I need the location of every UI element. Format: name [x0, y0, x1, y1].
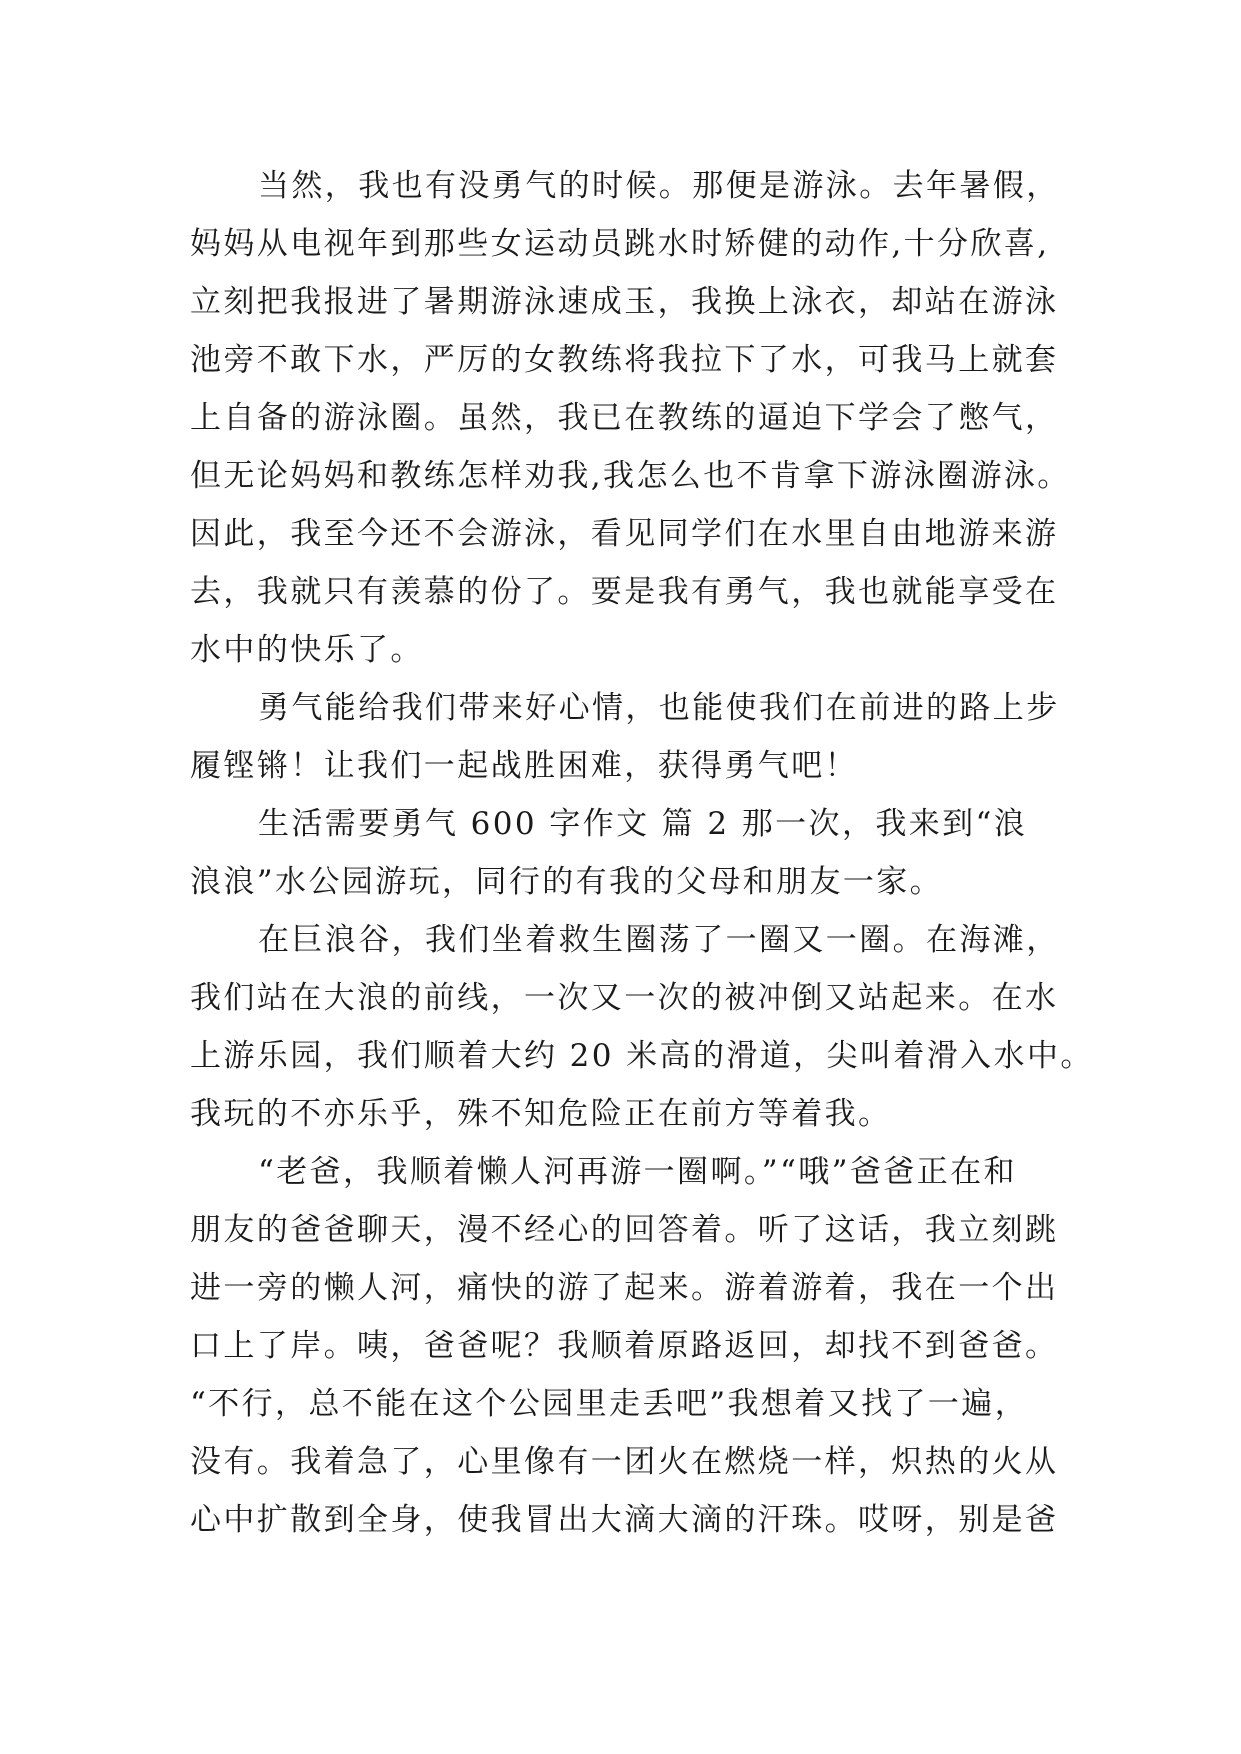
text-line: “老爸，我顺着懒人河再游一圈啊。”“哦”爸爸正在和: [258, 1154, 1017, 1190]
text-line: 妈妈从电视年到那些女运动员跳水时矫健的动作,十分欣喜,: [190, 226, 1050, 262]
text-line: 进一旁的懒人河，痛快的游了起来。游着游着，我在一个出: [190, 1270, 1059, 1306]
text-line: 当然，我也有没勇气的时候。那便是游泳。去年暑假，: [258, 168, 1060, 204]
text-line: 因此，我至今还不会游泳，看见同学们在水里自由地游来游: [190, 516, 1059, 552]
text-line: 勇气能给我们带来好心情，也能使我们在前进的路上步: [258, 690, 1060, 726]
text-line: 心中扩散到全身，使我冒出大滴大滴的汗珠。哎呀，别是爸: [190, 1502, 1059, 1538]
text-line: 我们站在大浪的前线，一次又一次的被冲倒又站起来。在水: [190, 980, 1059, 1016]
text-line: 我玩的不亦乐乎，殊不知危险正在前方等着我。: [190, 1096, 892, 1132]
text-line: 口上了岸。咦，爸爸呢？我顺着原路返回，却找不到爸爸。: [190, 1328, 1059, 1364]
text-line: 浪浪”水公园游玩，同行的有我的父母和朋友一家。: [190, 864, 944, 900]
text-line: 没有。我着急了，心里像有一团火在燃烧一样，炽热的火从: [190, 1444, 1059, 1480]
text-line: “不行，总不能在这个公园里走丢吧”我想着又找了一遍，: [190, 1386, 1029, 1422]
text-line: 在巨浪谷，我们坐着救生圈荡了一圈又一圈。在海滩，: [258, 922, 1060, 958]
text-line: 池旁不敢下水，严厉的女教练将我拉下了水，可我马上就套: [190, 342, 1059, 378]
text-line: 履铿锵！让我们一起战胜困难，获得勇气吧！: [190, 748, 858, 784]
text-line: 上自备的游泳圈。虽然，我已在教练的逼迫下学会了憋气，: [190, 400, 1059, 436]
text-line: 朋友的爸爸聊天，漫不经心的回答着。听了这话，我立刻跳: [190, 1212, 1059, 1248]
text-line: 水中的快乐了。: [190, 632, 424, 668]
text-line: 上游乐园，我们顺着大约 20 米高的滑道，尖叫着滑入水中。: [190, 1038, 1094, 1074]
section-heading-line: 生活需要勇气 600 字作文 篇 2 那一次，我来到“浪: [258, 806, 1028, 842]
text-line: 立刻把我报进了暑期游泳速成玉，我换上泳衣，却站在游泳: [190, 284, 1059, 320]
text-line: 去，我就只有羡慕的份了。要是我有勇气，我也就能享受在: [190, 574, 1059, 610]
text-line: 但无论妈妈和教练怎样劝我,我怎么也不肯拿下游泳圈游泳。: [190, 458, 1071, 494]
